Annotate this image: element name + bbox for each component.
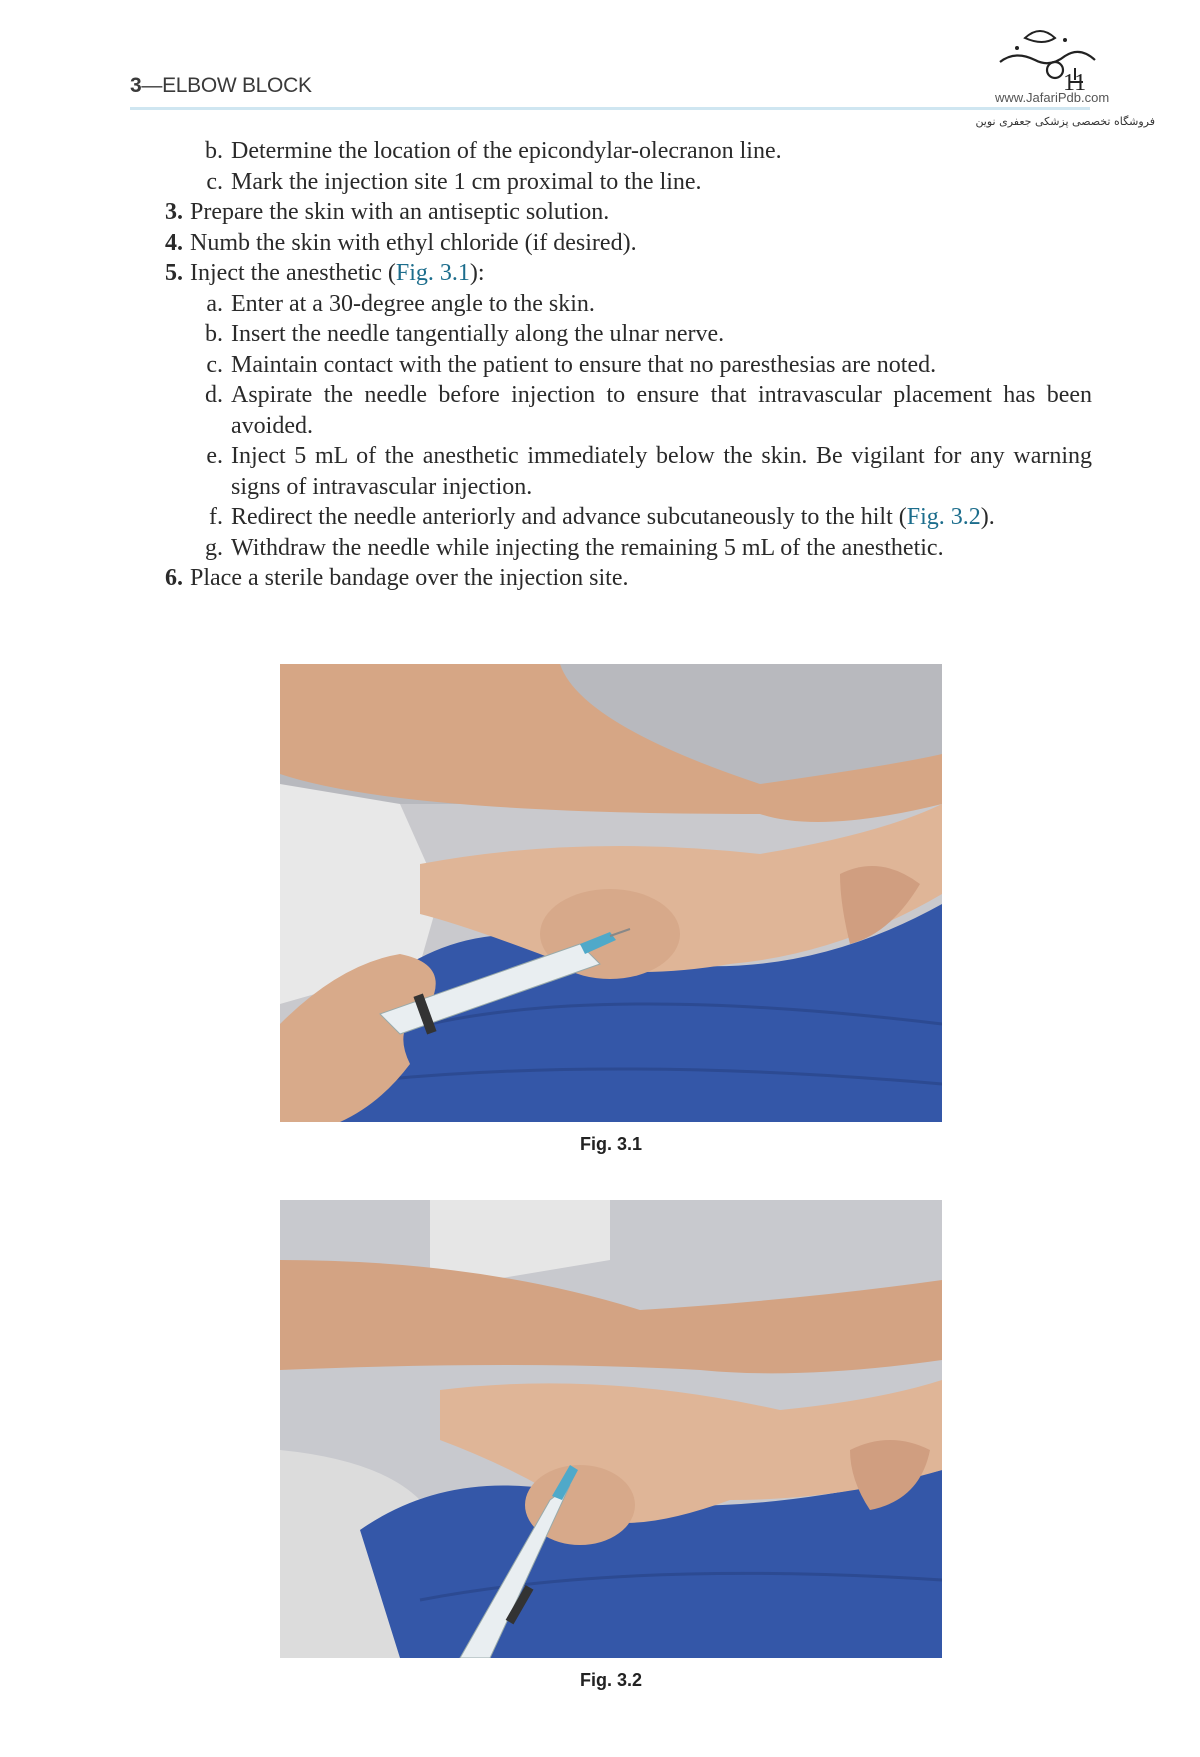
watermark xyxy=(965,20,1155,135)
step-marker: d. xyxy=(205,382,223,408)
step-text-run: Prepare the skin with an antiseptic solution. xyxy=(190,199,610,225)
watermark-tagline: فروشگاه تخصصی پزشکی جعفری نوین xyxy=(975,115,1155,128)
step-item xyxy=(150,533,1092,564)
step-text xyxy=(231,136,1092,167)
step-text-run: Place a sterile bandage over the injection site. xyxy=(190,565,629,591)
step-marker: b. xyxy=(205,138,223,164)
step-marker: a. xyxy=(206,290,223,317)
header-rule xyxy=(130,107,1090,110)
step-item xyxy=(150,502,1092,533)
step-item xyxy=(150,167,1092,198)
step-item xyxy=(150,380,1092,441)
step-text-run: ): xyxy=(469,260,485,286)
step-item xyxy=(150,197,1092,228)
step-marker: 5. xyxy=(165,260,183,286)
step-text xyxy=(231,289,1092,320)
step-marker: g. xyxy=(205,534,223,561)
figure-3-1-photo xyxy=(280,664,942,1122)
step-text-run: Mark the injection site 1 cm proximal to the line. xyxy=(231,168,702,195)
figure-3-2-caption: Fig. 3.2 xyxy=(579,1670,642,1690)
step-item xyxy=(150,563,1092,594)
step-text-run: Numb the skin with ethyl chloride (if desired). xyxy=(190,229,637,256)
step-text xyxy=(231,319,1092,350)
step-text-run: Maintain contact with the patient to ensure that no paresthesias are noted. xyxy=(231,351,937,378)
step-marker: b. xyxy=(205,321,223,347)
step-text xyxy=(190,228,1092,259)
step-text xyxy=(231,441,1092,502)
step-marker: c. xyxy=(206,351,223,378)
step-item xyxy=(150,136,1092,167)
step-text xyxy=(231,380,1092,441)
step-text xyxy=(190,197,1092,228)
step-marker: f. xyxy=(209,504,223,530)
figure-3-1-caption: Fig. 3.1 xyxy=(579,1134,642,1154)
step-text-run: Withdraw the needle while injecting the remaining 5 mL of the anesthetic. xyxy=(231,534,944,561)
step-text xyxy=(231,502,1092,533)
step-item xyxy=(150,289,1092,320)
step-item xyxy=(150,228,1092,259)
step-text-run: Insert the needle tangentially along the ulnar nerve. xyxy=(231,321,725,347)
step-item xyxy=(150,258,1092,289)
figure-reference-link[interactable]: Fig. 3.1 xyxy=(395,260,470,286)
step-text-run: Inject the anesthetic ( xyxy=(190,260,396,286)
step-marker: 3. xyxy=(165,199,183,225)
step-text xyxy=(231,167,1092,198)
step-text xyxy=(231,350,1092,381)
step-marker: c. xyxy=(206,168,223,195)
chapter-title: —ELBOW BLOCK xyxy=(141,74,312,97)
step-text xyxy=(190,258,1092,289)
step-text-run: Redirect the needle anteriorly and advance subcutaneously to the hilt ( xyxy=(231,504,907,530)
step-text-run: Aspirate the needle before injection to ensure that intravascular placement has been avoided. xyxy=(231,382,1092,439)
step-text-run: Inject 5 mL of the anesthetic immediately below the skin. Be vigilant for any warning signs of intravascular injection. xyxy=(231,443,1092,500)
figure-3-2-photo xyxy=(280,1200,942,1658)
step-text-run: Determine the location of the epicondylar-olecranon line. xyxy=(231,138,782,164)
procedure-steps xyxy=(150,136,1092,594)
step-item xyxy=(150,319,1092,350)
step-text xyxy=(190,563,1092,594)
step-marker: 6. xyxy=(165,565,183,591)
step-text xyxy=(231,533,1092,564)
figure-reference-link[interactable]: Fig. 3.2 xyxy=(906,504,981,530)
step-marker: e. xyxy=(206,443,223,469)
running-head xyxy=(130,74,312,98)
step-text-run: Enter at a 30-degree angle to the skin. xyxy=(231,290,595,317)
step-text-run: ). xyxy=(980,504,995,530)
step-marker: 4. xyxy=(165,229,183,256)
step-item xyxy=(150,441,1092,502)
step-item xyxy=(150,350,1092,381)
page-number: 11 xyxy=(1063,70,1087,96)
chapter-number: 3 xyxy=(130,74,142,97)
watermark-url: www.JafariPdb.com xyxy=(995,90,1110,105)
watermark-logo-icon xyxy=(995,20,1105,90)
